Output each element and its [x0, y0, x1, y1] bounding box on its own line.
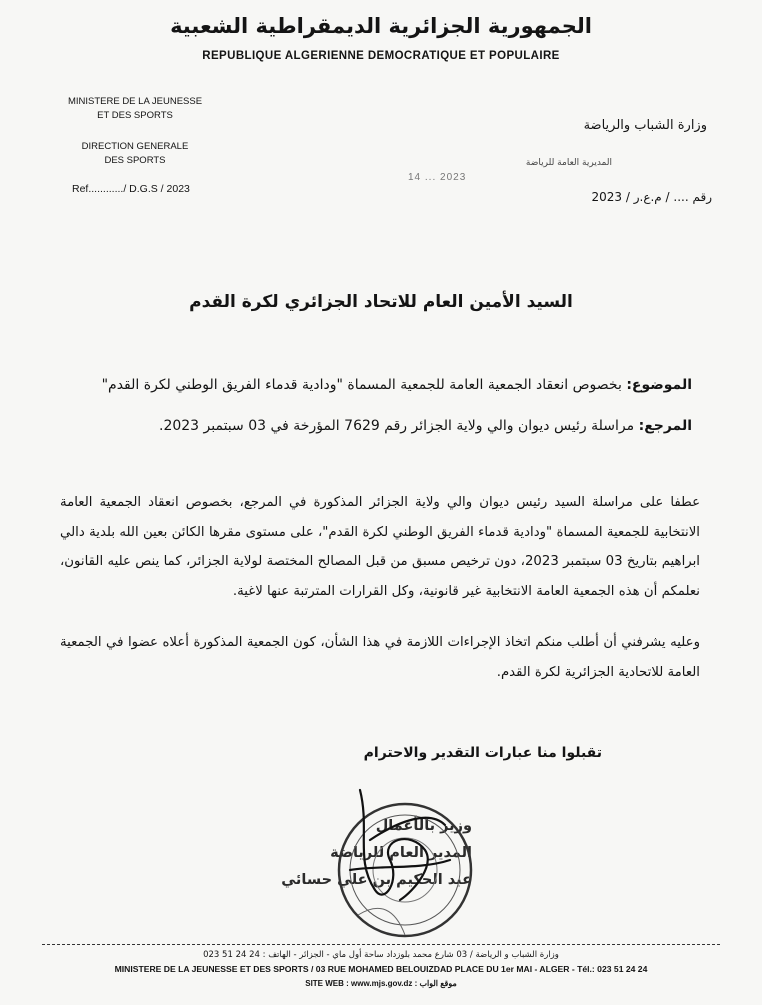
republic-name-french: REPUBLIQUE ALGERIENNE DEMOCRATIQUE ET POPULAIRE [202, 50, 560, 62]
body-paragraph-1: عطفا على مراسلة السيد رئيس ديوان والي ولاية الجزائر المذكورة في المرجع، بخصوص انعقاد الجمعية العامة الانتخابية للجمعية المسماة "ودادية قدماء الفريق الوطني لكرة القدم"، على مستوى مقرها الكائن بعين الله بلدية دالي ابراهيم بتاريخ 03 سبتمبر 2023، دون ترخيص مسبق من قبل المصالح المختصة لولاية الجزائر، كما ينص عليه القانون، نعلمكم أن هذه الجمعية العامة الانتخابية غير قانونية، وكل القرارات المترتبة عنها لاغية. [60, 495, 700, 599]
body-paragraph-2: وعليه يشرفني أن أطلب منكم اتخاذ الإجراءات اللازمة في هذا الشأن، كون الجمعية المذكورة أعلاه عضوا في الجمعية العامة للاتحادية الجزائرية لكرة القدم. [60, 635, 700, 680]
reference-text: مراسلة رئيس ديوان والي ولاية الجزائر رقم 7629 المؤرخة في 03 سبتمبر 2023. [158, 418, 635, 434]
direction-line-2: DES SPORTS [104, 155, 166, 166]
republic-name-arabic: الجمهورية الجزائرية الديمقراطية الشعبية [170, 14, 592, 38]
signature-line-2: المدير العام للرياضة [330, 845, 472, 861]
handwritten-signature [330, 770, 460, 920]
reference-line [52, 418, 692, 434]
subject-text: بخصوص انعقاد الجمعية العامة للجمعية المسماة "ودادية قدماء الفريق الوطني لكرة القدم" [101, 377, 622, 393]
reference-number-french: Ref............/ D.G.S / 2023 [72, 183, 190, 195]
footer-website: SITE WEB : www.mjs.gov.dz : موقع الواب [305, 979, 457, 988]
ministry-line-2: ET DES SPORTS [97, 110, 173, 121]
footer-address-arabic: وزارة الشباب و الرياضة / 03 شارع محمد بلوزداد ساحة أول ماي - الجزائر - الهاتف : 24 24 51 023 [203, 950, 559, 960]
signature-line-1: وزير بالأعمال [375, 818, 472, 834]
date-stamp: 14 ... 2023 [408, 172, 467, 183]
footer-address-french: MINISTERE DE LA JEUNESSE ET DES SPORTS / 03 RUE MOHAMED BELOUIZDAD PLACE DU 1er MAI - ALGER - Tél.: 023 51 24 24 [114, 964, 648, 974]
direction-name-french [50, 140, 220, 168]
reference-number-arabic: رقم .... / م.ع.ر / 2023 [591, 190, 712, 204]
signature-line-3: عبد الحكيم بن علي حسائي [281, 872, 472, 888]
addressee: السيد الأمين العام للاتحاد الجزائري لكرة القدم [189, 292, 573, 312]
footer-divider [42, 944, 720, 945]
ministry-line-1: MINISTERE DE LA JEUNESSE [67, 96, 203, 107]
direction-name-arabic: المديرية العامة للرياضة [525, 158, 612, 168]
subject-label: الموضوع: [626, 377, 692, 393]
subject-line [52, 377, 692, 393]
closing-greeting: تقبلوا منا عبارات التقدير والاحترام [363, 745, 602, 761]
reference-label: المرجع: [638, 418, 692, 434]
ministry-name-arabic: وزارة الشباب والرياضة [583, 118, 707, 133]
direction-line-1: DIRECTION GENERALE [81, 141, 189, 152]
ministry-name-french [50, 95, 220, 123]
